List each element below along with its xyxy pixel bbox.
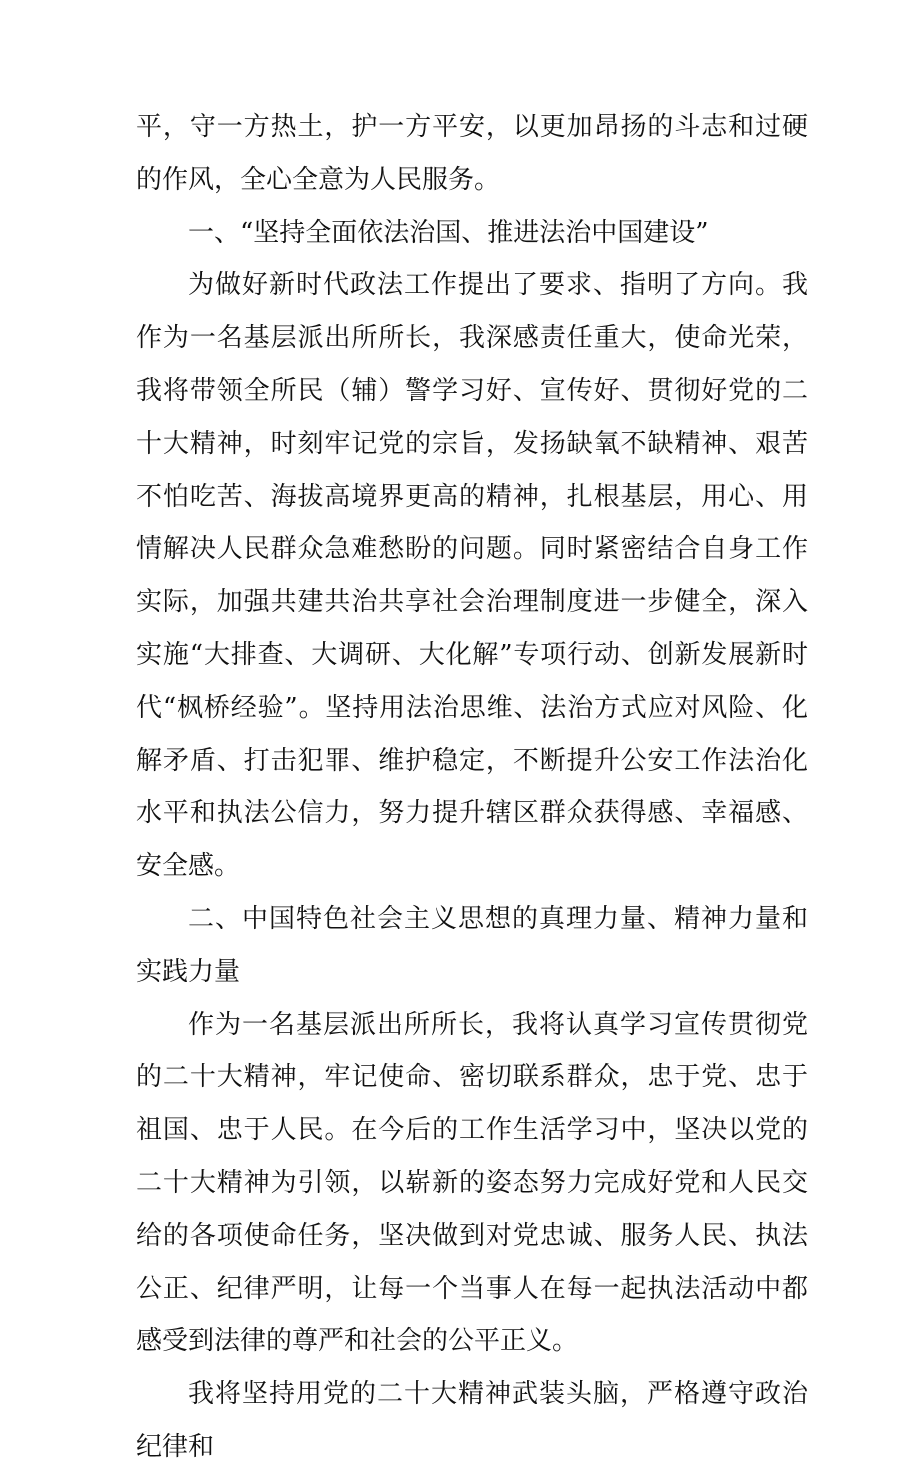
- section-heading-1: 一、“坚持全面依法治国、推进法治中国建设”: [188, 217, 709, 248]
- paragraph-body-3: 我将坚持用党的二十大精神武装头脑，严格遵守政治纪律和: [136, 1379, 808, 1462]
- paragraph-body-1: 为做好新时代政法工作提出了要求、指明了方向。我作为一名基层派出所所长，我深感责任重大，使命光荣，我将带领全所民（辅）警学习好、宣传好、贯彻好党的二十大精神，时刻牢记党的宗旨，发扬缺氧不缺精神、艰苦不怕吃苦、海拔高境界更高的精神，扎根基层，用心、用情解决人民群众急难愁盼的问题。同时紧密结合自身工作实际，加强共建共治共享社会治理制度进一步健全，深入实施“大排查、大调研、大化解”专项行动、创新发展新时代“枫桥经验”。坚持用法治思维、法治方式应对风险、化解矛盾、打击犯罪、维护稳定，不断提升公安工作法治化水平和执法公信力，努力提升辖区群众获得感、幸福感、安全感。: [136, 270, 808, 882]
- document-body: [136, 101, 808, 1474]
- paragraph-body-2: 作为一名基层派出所所长，我将认真学习宣传贯彻党的二十大精神，牢记使命、密切联系群众，忠于党、忠于祖国、忠于人民。在今后的工作生活学习中，坚决以党的二十大精神为引领，以崭新的姿态努力完成好党和人民交给的各项使命任务，坚决做到对党忠诚、服务人民、执法公正、纪律严明，让每一个当事人在每一起执法活动中都感受到法律的尊严和社会的公平正义。: [136, 1009, 808, 1357]
- section-heading-2: 二、中国特色社会主义思想的真理力量、精神力量和实践力量: [136, 903, 808, 987]
- paragraph-continuation: 平，守一方热土，护一方平安，以更加昂扬的斗志和过硬的作风，全心全意为人民服务。: [136, 112, 808, 195]
